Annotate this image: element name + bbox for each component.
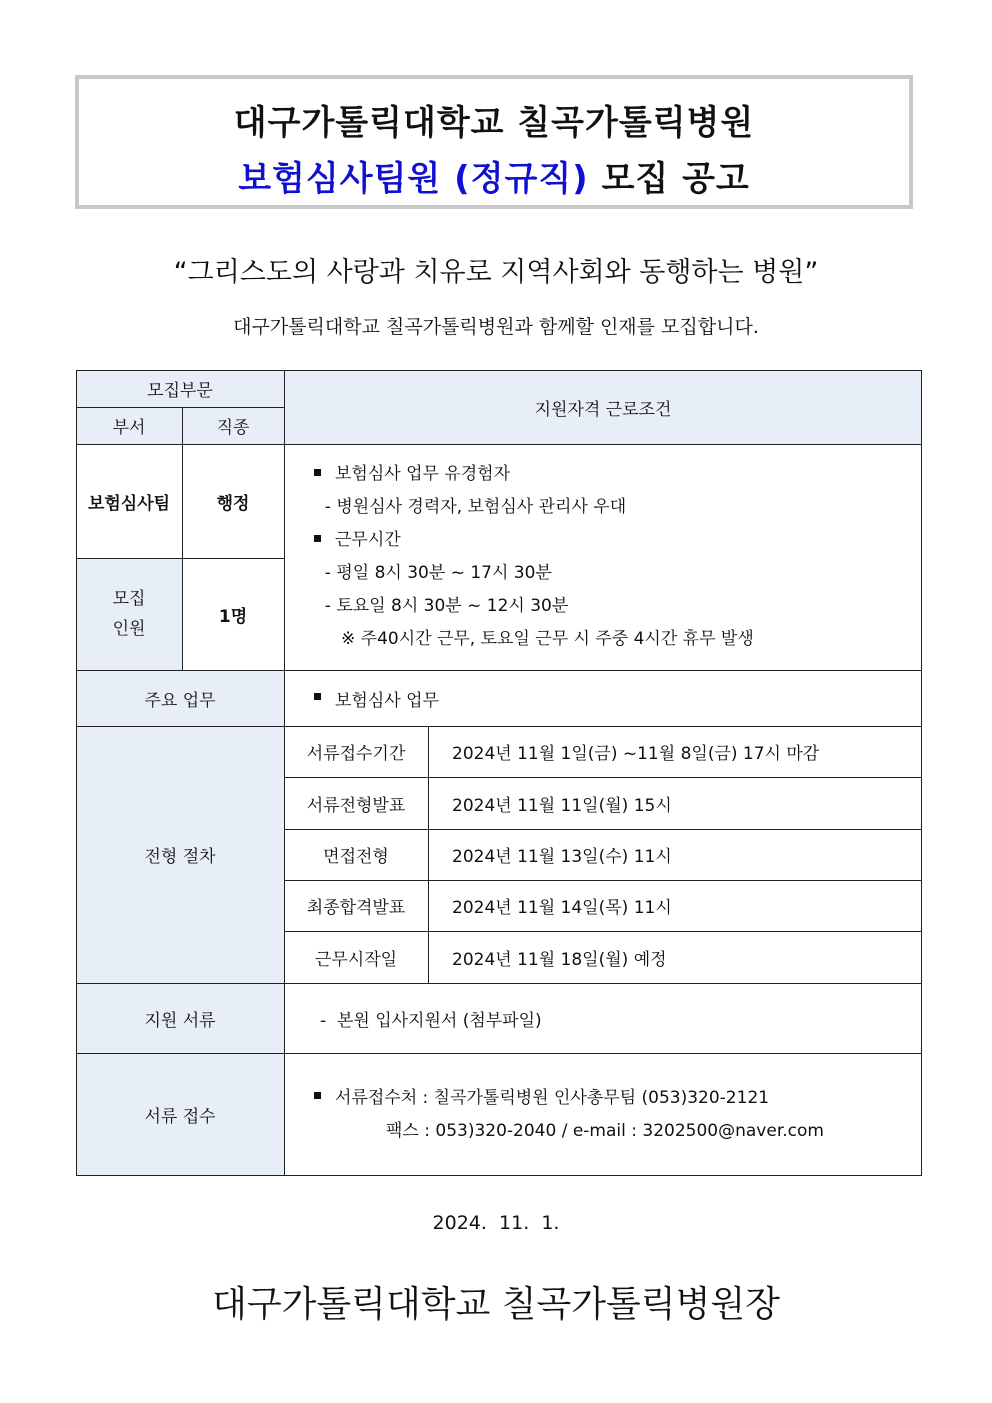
table-line xyxy=(284,880,922,881)
process-date: 2024년 11월 11일(월) 15시 xyxy=(452,795,672,816)
posting-suffix: 모집 공고 xyxy=(601,159,750,199)
table-line xyxy=(284,931,922,932)
process-step: 서류전형발표 xyxy=(306,795,406,816)
table-border xyxy=(921,370,922,1176)
duty-label: 주요 업무 xyxy=(144,690,216,711)
condition-item: ※ 주40시간 근무, 토요일 근무 시 주중 4시간 휴무 발생 xyxy=(314,629,754,649)
condition-item: - 병원심사 경력자, 보험심사 관리사 우대 xyxy=(314,497,627,517)
table-line xyxy=(428,726,429,983)
headcount-value: 1명 xyxy=(218,606,248,627)
table-line xyxy=(284,370,285,1176)
bullet-icon xyxy=(314,1092,321,1099)
header-recruit: 모집부문 xyxy=(147,381,213,401)
position-title: 보험심사팀원 (정규직) xyxy=(238,159,589,199)
table-line xyxy=(76,1053,922,1054)
process-date: 2024년 11월 18일(월) 예정 xyxy=(452,949,667,970)
process-step: 면접전형 xyxy=(323,847,389,867)
condition-item: - 평일 8시 30분 ~ 17시 30분 xyxy=(314,563,552,583)
table-line xyxy=(76,670,922,671)
header-job: 직종 xyxy=(216,418,250,438)
docs-value: - 본원 입사지원서 (첨부파일) xyxy=(320,1010,542,1031)
table-line xyxy=(76,444,922,445)
table-border xyxy=(76,370,922,371)
posting-title xyxy=(79,151,909,200)
submit-label: 서류 접수 xyxy=(144,1107,216,1127)
title-box xyxy=(75,75,913,209)
table-border xyxy=(76,1175,922,1176)
table-line xyxy=(76,726,922,727)
slogan: “그리스도의 사랑과 치유로 지역사회와 동행하는 병원” xyxy=(173,257,819,288)
table-border xyxy=(76,370,77,1176)
conditions-list xyxy=(314,458,754,656)
table-line xyxy=(76,983,922,984)
issuer-signature: 대구가톨릭대학교 칠곡가톨릭병원장 xyxy=(212,1284,780,1325)
duty-value: 보험심사 업무 xyxy=(314,670,914,726)
submit-line1: 서류접수처 : 칠곡가톨릭병원 인사총무팀 (053)320-2121 xyxy=(314,1082,769,1115)
headcount-label-line2: 인원 xyxy=(112,619,146,639)
table-line xyxy=(182,407,183,670)
bullet-icon xyxy=(314,469,321,476)
submit-line2: 팩스 : 053)320-2040 / e-mail : 3202500@naver.com xyxy=(386,1120,824,1141)
condition-item: - 토요일 8시 30분 ~ 12시 30분 xyxy=(314,596,569,616)
table-line xyxy=(284,777,922,778)
process-step: 서류접수기간 xyxy=(306,744,406,764)
process-label: 전형 절차 xyxy=(144,847,216,867)
process-step: 최종합격발표 xyxy=(306,898,406,918)
table-line xyxy=(76,558,284,559)
dept-value: 보험심사팀 xyxy=(87,493,171,514)
header-dept: 부서 xyxy=(112,418,146,438)
job-value: 행정 xyxy=(216,493,250,514)
bullet-icon xyxy=(314,535,321,542)
headcount-label xyxy=(76,558,182,670)
condition-item: 보험심사 업무 유경험자 xyxy=(314,458,754,491)
table-line xyxy=(284,829,922,830)
table-line xyxy=(76,407,284,408)
submit-info xyxy=(314,1053,914,1176)
bullet-icon xyxy=(314,693,321,700)
process-date: 2024년 11월 13일(수) 11시 xyxy=(452,847,672,867)
process-date: 2024년 11월 14일(목) 11시 xyxy=(452,898,672,918)
headcount-label-line1: 모집 xyxy=(112,589,146,609)
docs-label: 지원 서류 xyxy=(144,1010,216,1031)
condition-item: 근무시간 xyxy=(314,524,754,557)
posting-date: 2024. 11. 1. xyxy=(432,1212,560,1234)
process-step: 근무시작일 xyxy=(314,949,398,970)
intro-text: 대구가톨릭대학교 칠곡가톨릭병원과 함께할 인재를 모집합니다. xyxy=(233,316,759,338)
hospital-title: 대구가톨릭대학교 칠곡가톨릭병원 xyxy=(233,103,755,143)
process-date: 2024년 11월 1일(금) ~11월 8일(금) 17시 마감 xyxy=(452,744,820,764)
header-conditions: 지원자격 근로조건 xyxy=(534,399,672,420)
